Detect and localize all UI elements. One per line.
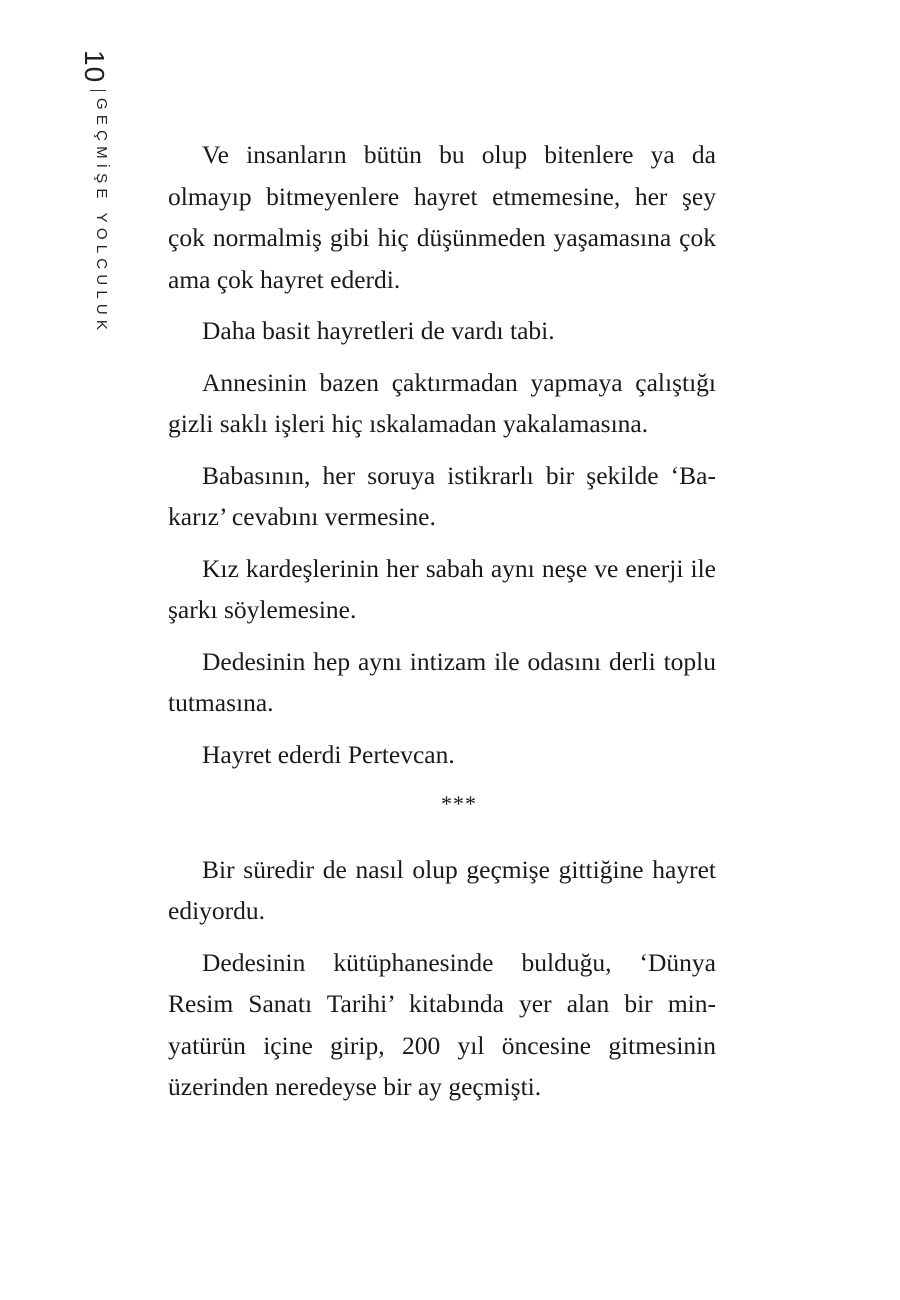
section-separator: *** — [441, 791, 477, 816]
paragraph: Ve insanların bütün bu olup bitenlere ya da olmayıp bitmeyenlere hayret etmemesine, her şey çok normalmiş gibi hiç düşünmeden yaşamasına çok ama çok hayret ederdi. — [168, 140, 716, 294]
running-title: GEÇMİŞE YOLCULUK — [93, 98, 110, 336]
body-text — [168, 134, 716, 1118]
paragraph: Annesinin bazen çaktırmadan yapmaya çalıştığı gizli saklı işleri hiç ıskalamadan yakalamasına. — [168, 367, 716, 438]
paragraph: Dedesinin kütüphanesinde bulduğu, ‘Dünya Resim Sanatı Tarihi’ kitabında yer alan bir minyatürün içine girip, 200 yıl öncesine gitmesinin üzerinden neredeyse bir ay geçmişti. — [168, 947, 716, 1101]
header-divider — [90, 90, 106, 91]
paragraph: Kız kardeşlerinin her sabah aynı neşe ve enerji ile şarkı söylemesine. — [168, 553, 716, 624]
paragraph: Dedesinin hep aynı intizam ile odasını derli toplu tutmasına. — [168, 646, 716, 717]
paragraph: Hayret ederdi Pertevcan. — [202, 739, 455, 769]
page-number: 10 — [79, 50, 110, 84]
paragraph: Bir süredir de nasıl olup geçmişe gittiğine hayret ediyordu. — [168, 854, 716, 925]
paragraph: Daha basit hayretleri de vardı tabi. — [202, 316, 555, 345]
paragraph: Babasının, her soruya istikrarlı bir şekilde ‘Bakarız’ cevabını vermesine. — [168, 460, 716, 531]
